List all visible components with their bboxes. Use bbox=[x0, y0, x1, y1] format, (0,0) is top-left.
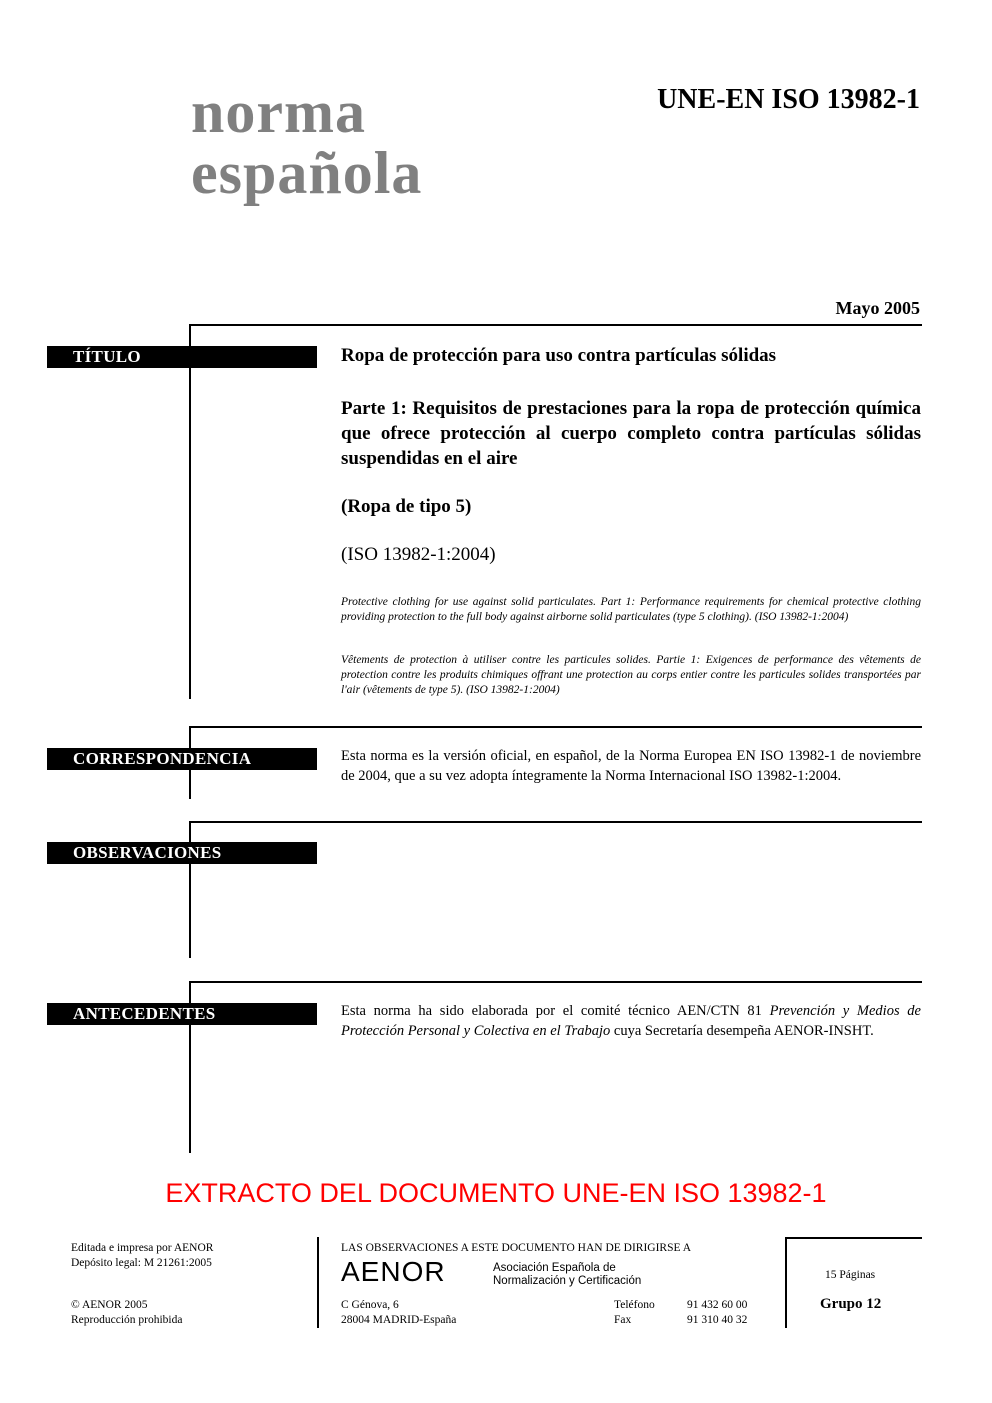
title-french: Vêtements de protection à utiliser contre les particules solides. Partie 1: Exigences de performance des vêtements de protection contre les produits chimiques offrant une protection au corps entier contre les particules solides transportées par l'air (vêtements de type 5). (ISO 13982-1:2004) bbox=[341, 654, 921, 696]
section-divider bbox=[189, 981, 922, 983]
label-antecedentes: ANTECEDENTES bbox=[47, 1003, 317, 1025]
phone-label: Teléfono bbox=[614, 1299, 655, 1311]
fax-number: 91 310 40 32 bbox=[687, 1314, 748, 1326]
price-group: Grupo 12 bbox=[820, 1296, 882, 1312]
section-vertical-rule bbox=[189, 324, 191, 699]
antecedentes-text-start: Esta norma ha sido elaborada por el comité técnico AEN/CTN 81 bbox=[341, 1003, 770, 1019]
label-observaciones: OBSERVACIONES bbox=[47, 842, 317, 864]
antecedentes-text bbox=[341, 1001, 921, 1041]
extract-notice: EXTRACTO DEL DOCUMENTO UNE-EN ISO 13982-1 bbox=[165, 1178, 827, 1208]
fax-label: Fax bbox=[614, 1314, 632, 1326]
title-english: Protective clothing for use against solid particulates. Part 1: Performance requirements for chemical protective clothing providing protection to the full body against airborne solid particulates (type 5 clothing). (ISO 13982-1:2004) bbox=[341, 596, 921, 623]
assoc-name-line1: Asociación Española de bbox=[493, 1262, 616, 1274]
iso-reference: (ISO 13982-1:2004) bbox=[341, 544, 496, 565]
aenor-logo: AENOR bbox=[341, 1256, 446, 1287]
label-correspondencia: CORRESPONDENCIA bbox=[47, 748, 317, 770]
section-divider bbox=[189, 821, 922, 823]
pages-box-left bbox=[785, 1237, 787, 1328]
label-titulo: TÍTULO bbox=[47, 346, 317, 368]
antecedentes-text-end: cuya Secretaría desempeña AENOR-INSHT. bbox=[610, 1023, 874, 1039]
title-part: Parte 1: Requisitos de prestaciones para la ropa de protección química que ofrece protección al cuerpo completo contra partículas sólidas suspendidas en el aire bbox=[341, 398, 921, 469]
title-main: Ropa de protección para uso contra partículas sólidas bbox=[341, 345, 777, 366]
standard-code: UNE-EN ISO 13982-1 bbox=[657, 84, 920, 115]
edited-by: Editada e impresa por AENOR bbox=[71, 1242, 214, 1254]
reproduction-notice: Reproducción prohibida bbox=[71, 1314, 183, 1326]
address-city: 28004 MADRID-España bbox=[341, 1314, 457, 1326]
publication-date: Mayo 2005 bbox=[835, 298, 920, 318]
section-divider bbox=[189, 324, 922, 326]
footer-divider bbox=[317, 1237, 319, 1328]
correspondencia-text: Esta norma es la versión oficial, en español, de la Norma Europea EN ISO 13982-1 de noviembre de 2004, que a su vez adopta íntegramente la Norma Internacional ISO 13982-1:2004. bbox=[341, 748, 921, 784]
observations-notice: LAS OBSERVACIONES A ESTE DOCUMENTO HAN DE DIRIGIRSE A bbox=[341, 1242, 692, 1254]
deposito-legal: Depósito legal: M 21261:2005 bbox=[71, 1257, 212, 1269]
committee-name: Prevención y Medios de Protección Personal y Colectiva en el Trabajo bbox=[341, 1003, 921, 1039]
assoc-name-line2: Normalización y Certificación bbox=[493, 1275, 642, 1287]
page-count: 15 Páginas bbox=[825, 1269, 876, 1281]
address-street: C Génova, 6 bbox=[341, 1299, 399, 1311]
copyright: © AENOR 2005 bbox=[71, 1299, 148, 1311]
title-type: (Ropa de tipo 5) bbox=[341, 496, 472, 517]
brand-norma: norma bbox=[191, 79, 366, 145]
pages-box-top bbox=[785, 1237, 922, 1239]
phone-number: 91 432 60 00 bbox=[687, 1299, 748, 1311]
section-divider bbox=[189, 726, 922, 728]
brand-espanola: española bbox=[191, 140, 423, 206]
